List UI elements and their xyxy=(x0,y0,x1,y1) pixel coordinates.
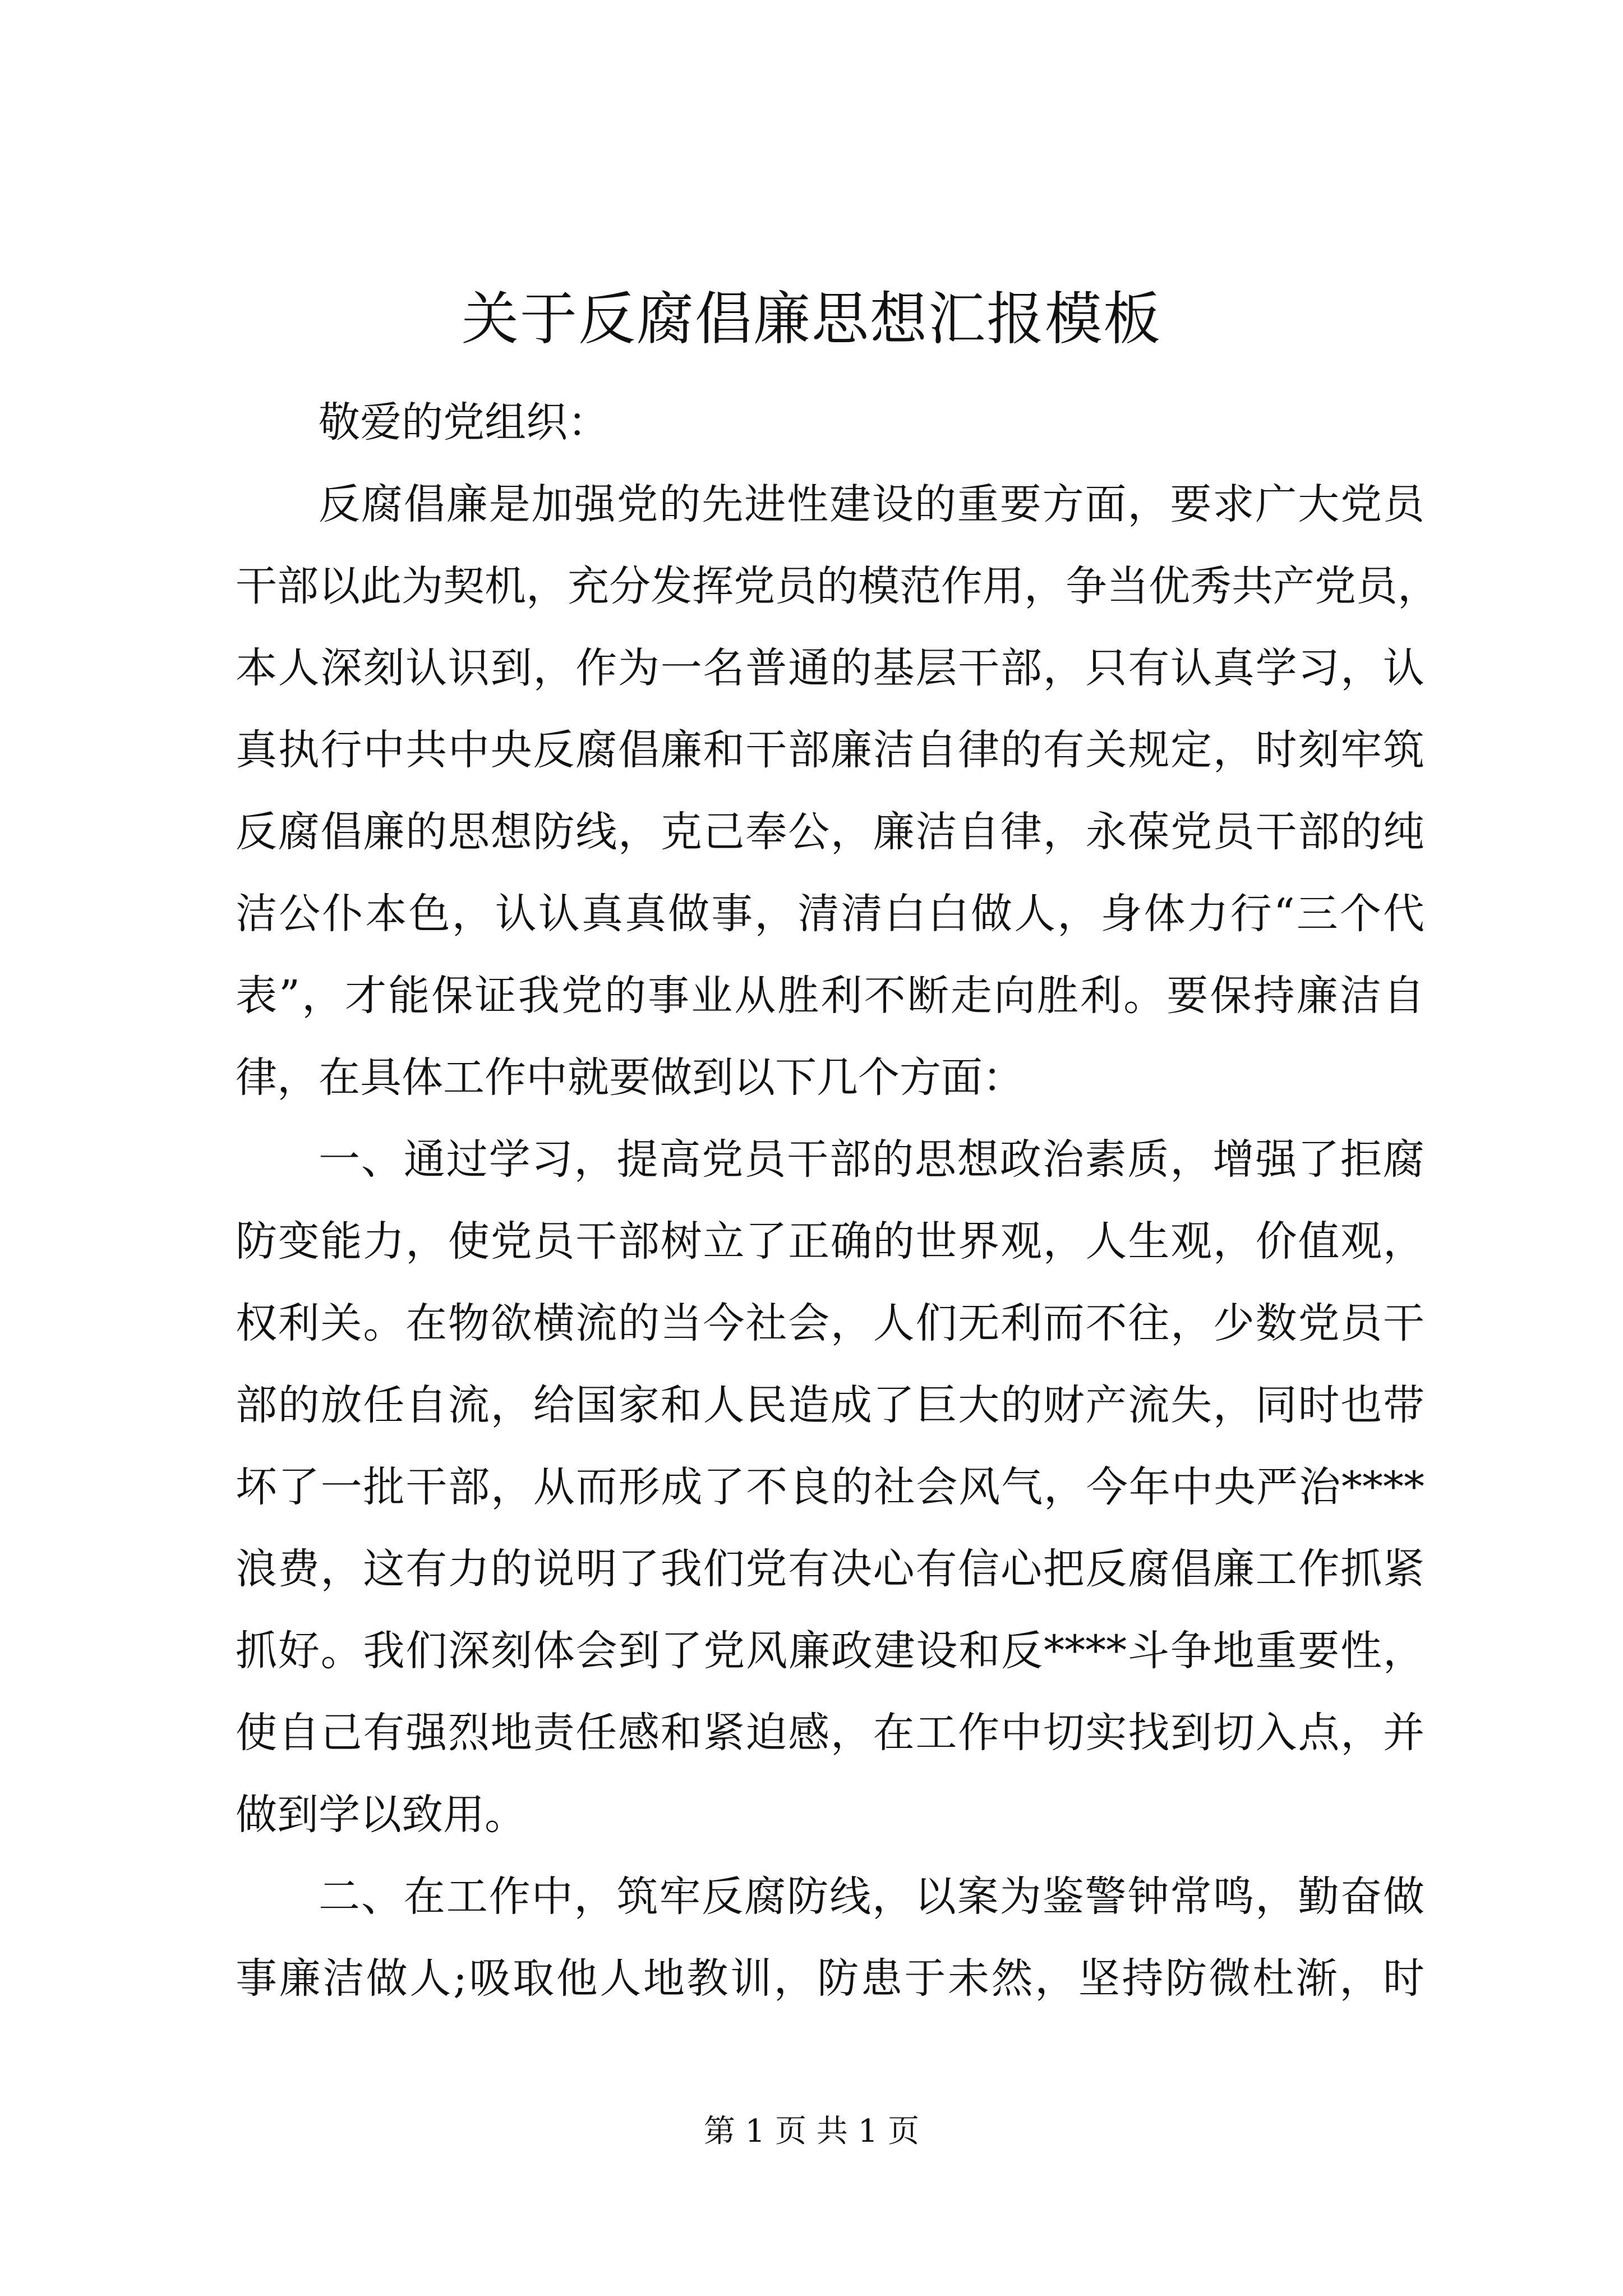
paragraph-line: 表”，才能保证我党的事业从胜利不断走向胜利。要保持廉洁自 xyxy=(236,972,1424,1020)
document-body xyxy=(236,381,1439,2019)
document-title: 关于反腐倡廉思想汇报模板 xyxy=(462,286,1161,353)
paragraph-line: 反腐倡廉是加强党的先进性建设的重要方面，要求广大党员 xyxy=(319,480,1424,528)
paragraph-line: 使自己有强烈地责任感和紧迫感，在工作中切实找到切入点，并 xyxy=(236,1709,1424,1757)
paragraph-line: 真执行中共中央反腐倡廉和干部廉洁自律的有关规定，时刻牢筑 xyxy=(236,726,1424,774)
paragraph-line: 抓好。我们深刻体会到了党风廉政建设和反****斗争地重要性， xyxy=(236,1627,1424,1675)
paragraph-line: 权利关。在物欲横流的当今社会，人们无利而不往，少数党员干 xyxy=(236,1299,1424,1347)
paragraph-line: 做到学以致用。 xyxy=(236,1791,526,1839)
paragraph-line: 洁公仆本色，认认真真做事，清清白白做人，身体力行“三个代 xyxy=(236,890,1424,938)
paragraph-line: 浪费，这有力的说明了我们党有决心有信心把反腐倡廉工作抓紧 xyxy=(236,1545,1424,1593)
paragraph-line: 反腐倡廉的思想防线，克己奉公，廉洁自律，永葆党员干部的纯 xyxy=(236,808,1424,856)
paragraph-line: 部的放任自流，给国家和人民造成了巨大的财产流失，同时也带 xyxy=(236,1381,1424,1429)
paragraph-line: 律，在具体工作中就要做到以下几个方面： xyxy=(236,1053,1024,1102)
paragraph-line: 干部以此为契机，充分发挥党员的模范作用，争当优秀共产党员， xyxy=(236,562,1439,610)
paragraph-line: 防变能力，使党员干部树立了正确的世界观，人生观，价值观， xyxy=(236,1217,1424,1266)
page-footer: 第 1 页 共 1 页 xyxy=(703,2113,920,2150)
paragraph-line: 二、在工作中，筑牢反腐防线，以案为鉴警钟常鸣，勤奋做 xyxy=(319,1872,1424,1921)
paragraph-line: 本人深刻认识到，作为一名普通的基层干部，只有认真学习，认 xyxy=(236,644,1424,692)
paragraph-2 xyxy=(236,1119,1424,1856)
paragraph-line: 坏了一批干部，从而形成了不良的社会风气，今年中央严治**** xyxy=(236,1463,1424,1511)
paragraph-3 xyxy=(236,1856,1424,2019)
paragraph-line: 一、通过学习，提高党员干部的思想政治素质，增强了拒腐 xyxy=(319,1135,1424,1184)
salutation: 敬爱的党组织： xyxy=(319,398,609,447)
paragraph-line: 事廉洁做人;吸取他人地教训，防患于未然，坚持防微杜渐，时 xyxy=(236,1954,1424,2003)
paragraph-1 xyxy=(236,463,1439,1119)
